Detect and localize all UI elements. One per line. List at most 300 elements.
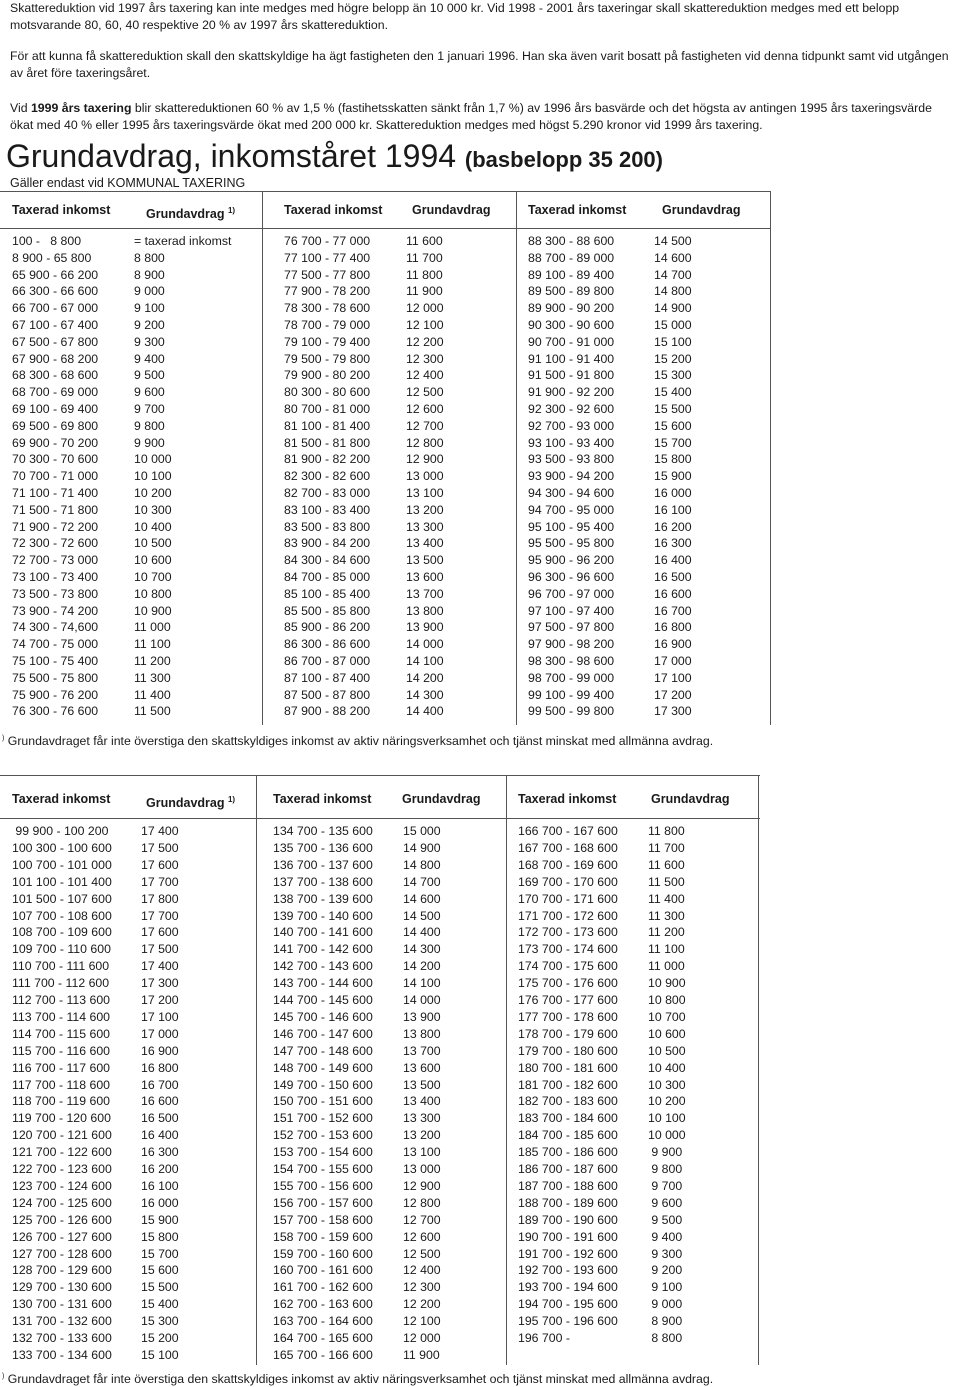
deduction-value-cell: 10 000 bbox=[134, 452, 172, 467]
table-row bbox=[0, 603, 770, 620]
income-range-cell: 130 700 - 131 600 bbox=[12, 1297, 112, 1312]
deduction-value-cell: 14 700 bbox=[403, 874, 441, 889]
deduction-value-cell: 15 200 bbox=[654, 351, 692, 366]
income-range-cell: 93 100 - 93 400 bbox=[528, 435, 615, 450]
income-range-cell: 181 700 - 182 600 bbox=[518, 1077, 618, 1092]
income-range-cell: 136 700 - 137 600 bbox=[273, 857, 373, 872]
deduction-value-cell: 12 900 bbox=[403, 1178, 441, 1193]
income-range-cell: 113 700 - 114 600 bbox=[12, 1009, 111, 1024]
deduction-value-cell: 14 300 bbox=[403, 942, 441, 957]
table-row bbox=[0, 1127, 770, 1144]
deduction-value-cell: 16 900 bbox=[654, 637, 692, 652]
table1-header-income-3: Taxerad inkomst bbox=[528, 203, 627, 217]
income-range-cell: 68 700 - 69 000 bbox=[12, 385, 99, 400]
deduction-value-cell: 10 600 bbox=[648, 1026, 686, 1041]
income-range-cell: 88 700 - 89 000 bbox=[528, 250, 615, 265]
income-range-cell: 76 700 - 77 000 bbox=[284, 234, 371, 248]
deduction-value-cell: 11 300 bbox=[648, 908, 685, 923]
deduction-value-cell: 15 400 bbox=[141, 1297, 179, 1312]
deduction-value-cell: 12 200 bbox=[406, 334, 444, 349]
deduction-value-cell: 8 800 bbox=[648, 1331, 683, 1345]
table-row bbox=[0, 1330, 770, 1347]
table-row bbox=[0, 908, 770, 925]
income-range-cell: 86 700 - 87 000 bbox=[284, 654, 371, 668]
deduction-value-cell: 11 500 bbox=[648, 874, 685, 889]
deduction-value-cell: 9 800 bbox=[134, 418, 165, 433]
income-range-cell: 111 700 - 112 600 bbox=[12, 976, 110, 991]
deduction-value-cell: 17 400 bbox=[141, 959, 179, 974]
deduction-value-cell: 10 200 bbox=[648, 1094, 686, 1109]
deduction-value-cell: 15 300 bbox=[141, 1314, 179, 1329]
deduction-value-cell: 16 100 bbox=[141, 1178, 179, 1193]
deduction-value-cell: 13 700 bbox=[403, 1043, 441, 1058]
income-range-cell: 82 300 - 82 600 bbox=[284, 469, 371, 484]
deduction-value-cell: 13 100 bbox=[406, 486, 444, 500]
deduction-value-cell: 13 200 bbox=[403, 1128, 441, 1143]
deduction-value-cell: 14 600 bbox=[654, 250, 692, 265]
table-row bbox=[0, 1093, 770, 1110]
income-range-cell: 98 700 - 99 000 bbox=[528, 670, 615, 685]
deduction-value-cell: 15 300 bbox=[654, 368, 692, 383]
income-range-cell: 109 700 - 110 600 bbox=[12, 942, 111, 957]
deduction-value-cell: 12 600 bbox=[406, 402, 444, 416]
deduction-value-cell: 16 500 bbox=[141, 1111, 179, 1126]
income-range-cell: 87 500 - 87 800 bbox=[284, 687, 371, 702]
income-range-cell: 95 100 - 95 400 bbox=[528, 519, 615, 534]
income-range-cell: 117 700 - 118 600 bbox=[12, 1077, 111, 1092]
income-range-cell: 179 700 - 180 600 bbox=[518, 1043, 618, 1058]
deduction-value-cell: 16 400 bbox=[141, 1128, 179, 1143]
income-range-cell: 94 300 - 94 600 bbox=[528, 486, 615, 500]
income-range-cell: 118 700 - 119 600 bbox=[12, 1094, 111, 1109]
income-range-cell: 72 700 - 73 000 bbox=[12, 553, 99, 568]
deduction-value-cell: 14 600 bbox=[403, 891, 441, 906]
table1-header-income-2: Taxerad inkomst bbox=[284, 203, 383, 217]
deduction-value-cell: 8 900 bbox=[134, 267, 165, 282]
income-range-cell: 158 700 - 159 600 bbox=[273, 1229, 373, 1244]
intro-p3-rest: blir skattereduktionen 60 % av 1,5 % (fastihetsskatten sänkt från 1,7 %) av 1996 års basvärde och det högsta av antingen 1995 års taxeringsvärde ökat med 40 % eller 1995 års taxeringsvärde ökat med 200 000 kr. Skattereduktion medges med högst 5.290 kronor vid 1999 års taxering. bbox=[10, 101, 932, 132]
income-range-cell: 93 900 - 94 200 bbox=[528, 469, 615, 484]
deduction-value-cell: 13 500 bbox=[403, 1077, 441, 1092]
income-range-cell: 162 700 - 163 600 bbox=[273, 1297, 373, 1312]
table-row bbox=[0, 653, 770, 670]
deduction-value-cell: 13 000 bbox=[406, 469, 444, 484]
deduction-value-cell: 9 500 bbox=[648, 1212, 683, 1227]
income-range-cell: 89 900 - 90 200 bbox=[528, 301, 615, 316]
table-row bbox=[0, 351, 770, 368]
income-range-cell: 146 700 - 147 600 bbox=[273, 1026, 373, 1041]
table1-header-income-1: Taxerad inkomst bbox=[12, 203, 111, 217]
intro-paragraph-1: Skattereduktion vid 1997 års taxering kan inte medges med högre belopp än 10 000 kr. Vid 1998 - 2001 års taxeringar skall skattereduktion medges med ett belopp motsvarande 80, 60, 40 respektive 20 % av 1997 års skattereduktion. bbox=[10, 1, 900, 32]
income-range-cell: 69 500 - 69 800 bbox=[12, 418, 99, 433]
deduction-value-cell: 15 800 bbox=[141, 1229, 179, 1244]
intro-paragraph-3 bbox=[10, 100, 950, 134]
deduction-value-cell: 10 400 bbox=[648, 1060, 686, 1075]
income-range-cell: 73 100 - 73 400 bbox=[12, 570, 99, 584]
income-range-cell: 123 700 - 124 600 bbox=[12, 1178, 112, 1193]
table-row bbox=[0, 334, 770, 351]
deduction-value-cell: 15 900 bbox=[141, 1212, 179, 1227]
table-row bbox=[0, 1262, 770, 1279]
deduction-value-cell: 10 100 bbox=[648, 1111, 686, 1126]
table-row bbox=[0, 1043, 770, 1060]
income-range-cell: 92 700 - 93 000 bbox=[528, 418, 615, 433]
deduction-value-cell: 12 400 bbox=[403, 1263, 441, 1278]
deduction-value-cell: 10 600 bbox=[134, 553, 172, 568]
deduction-value-cell: 14 300 bbox=[406, 687, 444, 702]
income-range-cell: 193 700 - 194 600 bbox=[518, 1280, 618, 1295]
deduction-value-cell: 10 300 bbox=[648, 1077, 686, 1092]
income-range-cell: 195 700 - 196 600 bbox=[518, 1314, 618, 1329]
deduction-value-cell: 11 400 bbox=[648, 891, 685, 906]
deduction-value-cell: 12 200 bbox=[403, 1297, 441, 1312]
deduction-value-cell: 10 700 bbox=[648, 1009, 686, 1024]
table-row bbox=[0, 1212, 770, 1229]
income-range-cell: 70 300 - 70 600 bbox=[12, 452, 99, 467]
intro-p3-bold: 1999 års taxering bbox=[30, 101, 132, 115]
table2-header-deduction-1: Grundavdrag $^{1)}$ bbox=[146, 795, 236, 811]
deduction-value-cell: 10 400 bbox=[134, 519, 172, 534]
table-row bbox=[0, 891, 770, 908]
table-row bbox=[0, 636, 770, 653]
deduction-value-cell: 15 700 bbox=[141, 1246, 179, 1261]
income-range-cell: 145 700 - 146 600 bbox=[273, 1009, 373, 1024]
scope-note: Gäller endast vid KOMMUNAL TAXERING bbox=[10, 176, 246, 190]
income-range-cell: 85 500 - 85 800 bbox=[284, 603, 371, 618]
income-range-cell: 120 700 - 121 600 bbox=[12, 1128, 112, 1143]
income-range-cell: 182 700 - 183 600 bbox=[518, 1094, 618, 1109]
deduction-value-cell: 9 300 bbox=[648, 1246, 683, 1261]
table2-header-footnote-mark: 1) bbox=[227, 795, 236, 804]
deduction-value-cell: 12 300 bbox=[403, 1280, 441, 1295]
income-range-cell: 91 100 - 91 400 bbox=[528, 351, 615, 366]
deduction-value-cell: 11 600 bbox=[648, 857, 685, 872]
income-range-cell: 144 700 - 145 600 bbox=[273, 993, 373, 1007]
deduction-value-cell: 13 300 bbox=[403, 1111, 441, 1126]
income-range-cell: 100 - 8 800 bbox=[12, 234, 82, 248]
income-range-cell: 150 700 - 151 600 bbox=[273, 1094, 373, 1109]
table-row bbox=[0, 250, 770, 267]
income-range-cell: 132 700 - 133 600 bbox=[12, 1331, 112, 1345]
table-row bbox=[0, 552, 770, 569]
deduction-value-cell: 14 900 bbox=[403, 840, 441, 855]
table2-header-rule bbox=[0, 818, 760, 819]
deduction-value-cell: 15 400 bbox=[654, 385, 692, 400]
deduction-value-cell: 11 700 bbox=[648, 840, 685, 855]
table-row bbox=[0, 283, 770, 300]
income-range-cell: 174 700 - 175 600 bbox=[518, 959, 618, 974]
table-row bbox=[0, 1229, 770, 1246]
table-row bbox=[0, 975, 770, 992]
deduction-value-cell: 11 900 bbox=[403, 1347, 440, 1362]
income-range-cell: 159 700 - 160 600 bbox=[273, 1246, 373, 1261]
table-row bbox=[0, 401, 770, 418]
deduction-value-cell: 10 900 bbox=[134, 603, 172, 618]
table1-header-deduction-3: Grundavdrag bbox=[662, 203, 741, 217]
table-row bbox=[0, 586, 770, 603]
income-range-cell: 83 100 - 83 400 bbox=[284, 502, 371, 517]
income-range-cell: 85 100 - 85 400 bbox=[284, 586, 371, 601]
income-range-cell: 77 100 - 77 400 bbox=[284, 250, 371, 265]
income-range-cell: 67 100 - 67 400 bbox=[12, 318, 99, 332]
deduction-value-cell: 9 700 bbox=[134, 402, 165, 416]
table-row bbox=[0, 941, 770, 958]
income-range-cell: 154 700 - 155 600 bbox=[273, 1162, 373, 1176]
income-range-cell: 81 900 - 82 200 bbox=[284, 452, 371, 467]
deduction-value-cell: 13 200 bbox=[406, 502, 444, 517]
deduction-value-cell: 15 600 bbox=[141, 1263, 179, 1278]
income-range-cell: 89 500 - 89 800 bbox=[528, 284, 615, 299]
income-range-cell: 167 700 - 168 600 bbox=[518, 840, 618, 855]
income-range-cell: 176 700 - 177 600 bbox=[518, 993, 618, 1007]
table2-header-deduction-2: Grundavdrag bbox=[402, 792, 481, 806]
income-range-cell: 101 100 - 101 400 bbox=[12, 874, 112, 889]
income-range-cell: 68 300 - 68 600 bbox=[12, 368, 99, 383]
income-range-cell: 87 900 - 88 200 bbox=[284, 704, 371, 719]
table-row bbox=[0, 569, 770, 586]
table-row bbox=[0, 1178, 770, 1195]
income-range-cell: 75 500 - 75 800 bbox=[12, 670, 99, 685]
table-row bbox=[0, 1195, 770, 1212]
deduction-value-cell: 9 000 bbox=[134, 284, 165, 299]
income-range-cell: 156 700 - 157 600 bbox=[273, 1195, 373, 1210]
deduction-value-cell: 14 900 bbox=[654, 301, 692, 316]
deduction-value-cell: 15 500 bbox=[141, 1280, 179, 1295]
income-range-cell: 85 900 - 86 200 bbox=[284, 620, 371, 635]
deduction-value-cell: 17 300 bbox=[654, 704, 692, 719]
income-range-cell: 134 700 - 135 600 bbox=[273, 824, 373, 838]
deduction-value-cell: 16 000 bbox=[654, 486, 692, 500]
income-range-cell: 122 700 - 123 600 bbox=[12, 1162, 112, 1176]
deduction-value-cell: 13 900 bbox=[403, 1009, 441, 1024]
deduction-value-cell: 9 200 bbox=[648, 1263, 683, 1278]
income-range-cell: 74 700 - 75 000 bbox=[12, 637, 99, 652]
deduction-value-cell: 8 900 bbox=[648, 1314, 683, 1329]
intro-p3-lead: Vid bbox=[10, 101, 31, 115]
deduction-value-cell: 12 500 bbox=[406, 385, 444, 400]
income-range-cell: 96 700 - 97 000 bbox=[528, 586, 615, 601]
table2-footnote-mark: ) bbox=[2, 1373, 5, 1380]
income-range-cell: 100 700 - 101 000 bbox=[12, 857, 112, 872]
income-range-cell: 72 300 - 72 600 bbox=[12, 536, 99, 551]
table-row bbox=[0, 267, 770, 284]
table-row bbox=[0, 1347, 770, 1364]
deduction-value-cell: 12 600 bbox=[403, 1229, 441, 1244]
deduction-value-cell: 15 000 bbox=[403, 824, 441, 838]
deduction-value-cell: 11 000 bbox=[134, 620, 171, 635]
deduction-value-cell: 11 000 bbox=[648, 959, 685, 974]
income-range-cell: 169 700 - 170 600 bbox=[518, 874, 618, 889]
deduction-value-cell: 17 500 bbox=[141, 942, 179, 957]
deduction-value-cell: 9 100 bbox=[648, 1280, 683, 1295]
income-range-cell: 78 300 - 78 600 bbox=[284, 301, 371, 316]
income-range-cell: 79 900 - 80 200 bbox=[284, 368, 371, 383]
income-range-cell: 97 500 - 97 800 bbox=[528, 620, 615, 635]
income-range-cell: 77 900 - 78 200 bbox=[284, 284, 371, 299]
income-range-cell: 173 700 - 174 600 bbox=[518, 942, 618, 957]
deduction-value-cell: 17 100 bbox=[141, 1009, 179, 1024]
table1-footnote-mark: ) bbox=[2, 735, 5, 742]
deduction-value-cell: 9 600 bbox=[134, 385, 165, 400]
deduction-value-cell: 10 200 bbox=[134, 486, 172, 500]
table-row bbox=[0, 1009, 770, 1026]
deduction-value-cell: 10 300 bbox=[134, 502, 172, 517]
deduction-value-cell: 16 500 bbox=[654, 570, 692, 584]
deduction-value-cell: 9 300 bbox=[134, 334, 165, 349]
deduction-value-cell: 11 500 bbox=[134, 704, 171, 719]
table-row bbox=[0, 687, 770, 704]
deduction-value-cell: 15 700 bbox=[654, 435, 692, 450]
income-range-cell: 170 700 - 171 600 bbox=[518, 891, 618, 906]
deduction-value-cell: 16 700 bbox=[654, 603, 692, 618]
table2-header-income-3: Taxerad inkomst bbox=[518, 792, 617, 806]
income-range-cell: 83 500 - 83 800 bbox=[284, 519, 371, 534]
deduction-value-cell: 15 600 bbox=[654, 418, 692, 433]
income-range-cell: 160 700 - 161 600 bbox=[273, 1263, 373, 1278]
deduction-value-cell: 9 900 bbox=[648, 1145, 683, 1160]
income-range-cell: 125 700 - 126 600 bbox=[12, 1212, 112, 1227]
deduction-value-cell: 10 500 bbox=[648, 1043, 686, 1058]
income-range-cell: 142 700 - 143 600 bbox=[273, 959, 373, 974]
deduction-value-cell: 14 700 bbox=[654, 267, 692, 282]
income-range-cell: 94 700 - 95 000 bbox=[528, 502, 615, 517]
deduction-value-cell: 12 700 bbox=[403, 1212, 441, 1227]
table2-top-rule bbox=[0, 775, 760, 776]
deduction-value-cell: 9 400 bbox=[648, 1229, 683, 1244]
deduction-value-cell: 17 600 bbox=[141, 857, 179, 872]
deduction-value-cell: = taxerad inkomst bbox=[134, 234, 232, 248]
deduction-value-cell: 11 900 bbox=[406, 284, 443, 299]
deduction-value-cell: 15 100 bbox=[141, 1347, 179, 1362]
income-range-cell: 183 700 - 184 600 bbox=[518, 1111, 618, 1126]
deduction-value-cell: 13 700 bbox=[406, 586, 444, 601]
income-range-cell: 139 700 - 140 600 bbox=[273, 908, 373, 923]
income-range-cell: 95 900 - 96 200 bbox=[528, 553, 615, 568]
table-row bbox=[0, 1246, 770, 1263]
income-range-cell: 69 900 - 70 200 bbox=[12, 435, 99, 450]
deduction-value-cell: 9 000 bbox=[648, 1297, 683, 1312]
table1-divider-3 bbox=[770, 191, 771, 725]
table-row bbox=[0, 703, 770, 720]
income-range-cell: 147 700 - 148 600 bbox=[273, 1043, 373, 1058]
income-range-cell: 84 300 - 84 600 bbox=[284, 553, 371, 568]
income-range-cell: 99 100 - 99 400 bbox=[528, 687, 615, 702]
income-range-cell: 172 700 - 173 600 bbox=[518, 925, 618, 940]
income-range-cell: 129 700 - 130 600 bbox=[12, 1280, 112, 1295]
deduction-value-cell: 17 100 bbox=[654, 670, 692, 685]
deduction-value-cell: 13 600 bbox=[403, 1060, 441, 1075]
income-range-cell: 71 900 - 72 200 bbox=[12, 519, 99, 534]
income-range-cell: 74 300 - 74,600 bbox=[12, 620, 99, 635]
table-row bbox=[0, 1161, 770, 1178]
income-range-cell: 71 500 - 71 800 bbox=[12, 502, 99, 517]
deduction-value-cell: 15 800 bbox=[654, 452, 692, 467]
deduction-value-cell: 13 500 bbox=[406, 553, 444, 568]
income-range-cell: 148 700 - 149 600 bbox=[273, 1060, 373, 1075]
income-range-cell: 196 700 - bbox=[518, 1331, 570, 1345]
table-row bbox=[0, 418, 770, 435]
income-range-cell: 149 700 - 150 600 bbox=[273, 1077, 373, 1092]
income-range-cell: 79 100 - 79 400 bbox=[284, 334, 371, 349]
table-row bbox=[0, 468, 770, 485]
deduction-value-cell: 13 800 bbox=[406, 603, 444, 618]
deduction-value-cell: 11 100 bbox=[134, 637, 171, 652]
deduction-value-cell: 11 400 bbox=[134, 687, 171, 702]
income-range-cell: 83 900 - 84 200 bbox=[284, 536, 371, 551]
table-row bbox=[0, 367, 770, 384]
deduction-value-cell: 10 800 bbox=[134, 586, 172, 601]
deduction-value-cell: 16 200 bbox=[654, 519, 692, 534]
income-range-cell: 67 500 - 67 800 bbox=[12, 334, 99, 349]
deduction-value-cell: 13 000 bbox=[403, 1162, 441, 1176]
deduction-value-cell: 14 500 bbox=[654, 234, 692, 248]
table-row bbox=[0, 924, 770, 941]
deduction-value-cell: 14 400 bbox=[403, 925, 441, 940]
deduction-value-cell: 16 800 bbox=[654, 620, 692, 635]
income-range-cell: 141 700 - 142 600 bbox=[273, 942, 373, 957]
income-range-cell: 91 500 - 91 800 bbox=[528, 368, 615, 383]
deduction-value-cell: 17 200 bbox=[141, 993, 179, 1007]
table-row bbox=[0, 958, 770, 975]
income-range-cell: 180 700 - 181 600 bbox=[518, 1060, 618, 1075]
income-range-cell: 69 100 - 69 400 bbox=[12, 402, 99, 416]
income-range-cell: 84 700 - 85 000 bbox=[284, 570, 371, 584]
income-range-cell: 80 700 - 81 000 bbox=[284, 402, 371, 416]
table-row bbox=[0, 1279, 770, 1296]
income-range-cell: 140 700 - 141 600 bbox=[273, 925, 373, 940]
deduction-value-cell: 17 200 bbox=[654, 687, 692, 702]
deduction-value-cell: 16 300 bbox=[654, 536, 692, 551]
deduction-value-cell: 14 500 bbox=[403, 908, 441, 923]
income-range-cell: 73 900 - 74 200 bbox=[12, 603, 99, 618]
deduction-value-cell: 12 800 bbox=[403, 1195, 441, 1210]
income-range-cell: 91 900 - 92 200 bbox=[528, 385, 615, 400]
income-range-cell: 77 500 - 77 800 bbox=[284, 267, 371, 282]
income-range-cell: 151 700 - 152 600 bbox=[273, 1111, 373, 1126]
deduction-value-cell: 9 900 bbox=[134, 435, 165, 450]
income-range-cell: 121 700 - 122 600 bbox=[12, 1145, 112, 1160]
income-range-cell: 138 700 - 139 600 bbox=[273, 891, 373, 906]
income-range-cell: 79 500 - 79 800 bbox=[284, 351, 371, 366]
deduction-value-cell: 9 200 bbox=[134, 318, 165, 332]
deduction-value-cell: 13 800 bbox=[403, 1026, 441, 1041]
deduction-value-cell: 9 700 bbox=[648, 1178, 683, 1193]
deduction-value-cell: 11 700 bbox=[406, 250, 443, 265]
deduction-value-cell: 13 100 bbox=[403, 1145, 441, 1160]
deduction-value-cell: 13 400 bbox=[403, 1094, 441, 1109]
deduction-value-cell: 15 200 bbox=[141, 1331, 179, 1345]
income-range-cell: 78 700 - 79 000 bbox=[284, 318, 371, 332]
table1-header-deduction-2: Grundavdrag bbox=[412, 203, 491, 217]
table1-header-deduction-1: Grundavdrag $^{1)}$ bbox=[146, 206, 236, 222]
income-range-cell: 107 700 - 108 600 bbox=[12, 908, 112, 923]
table-row bbox=[0, 670, 770, 687]
income-range-cell: 161 700 - 162 600 bbox=[273, 1280, 373, 1295]
deduction-value-cell: 10 700 bbox=[134, 570, 172, 584]
income-range-cell: 76 300 - 76 600 bbox=[12, 704, 99, 719]
table-row bbox=[0, 1060, 770, 1077]
income-range-cell: 75 900 - 76 200 bbox=[12, 687, 99, 702]
income-range-cell: 92 300 - 92 600 bbox=[528, 402, 615, 416]
income-range-cell: 116 700 - 117 600 bbox=[12, 1060, 111, 1075]
income-range-cell: 163 700 - 164 600 bbox=[273, 1314, 373, 1329]
deduction-value-cell: 16 300 bbox=[141, 1145, 179, 1160]
deduction-value-cell: 9 600 bbox=[648, 1195, 683, 1210]
income-range-cell: 187 700 - 188 600 bbox=[518, 1178, 618, 1193]
income-range-cell: 99 900 - 100 200 bbox=[12, 824, 109, 838]
deduction-value-cell: 14 400 bbox=[406, 704, 444, 719]
deduction-value-cell: 17 800 bbox=[141, 891, 179, 906]
